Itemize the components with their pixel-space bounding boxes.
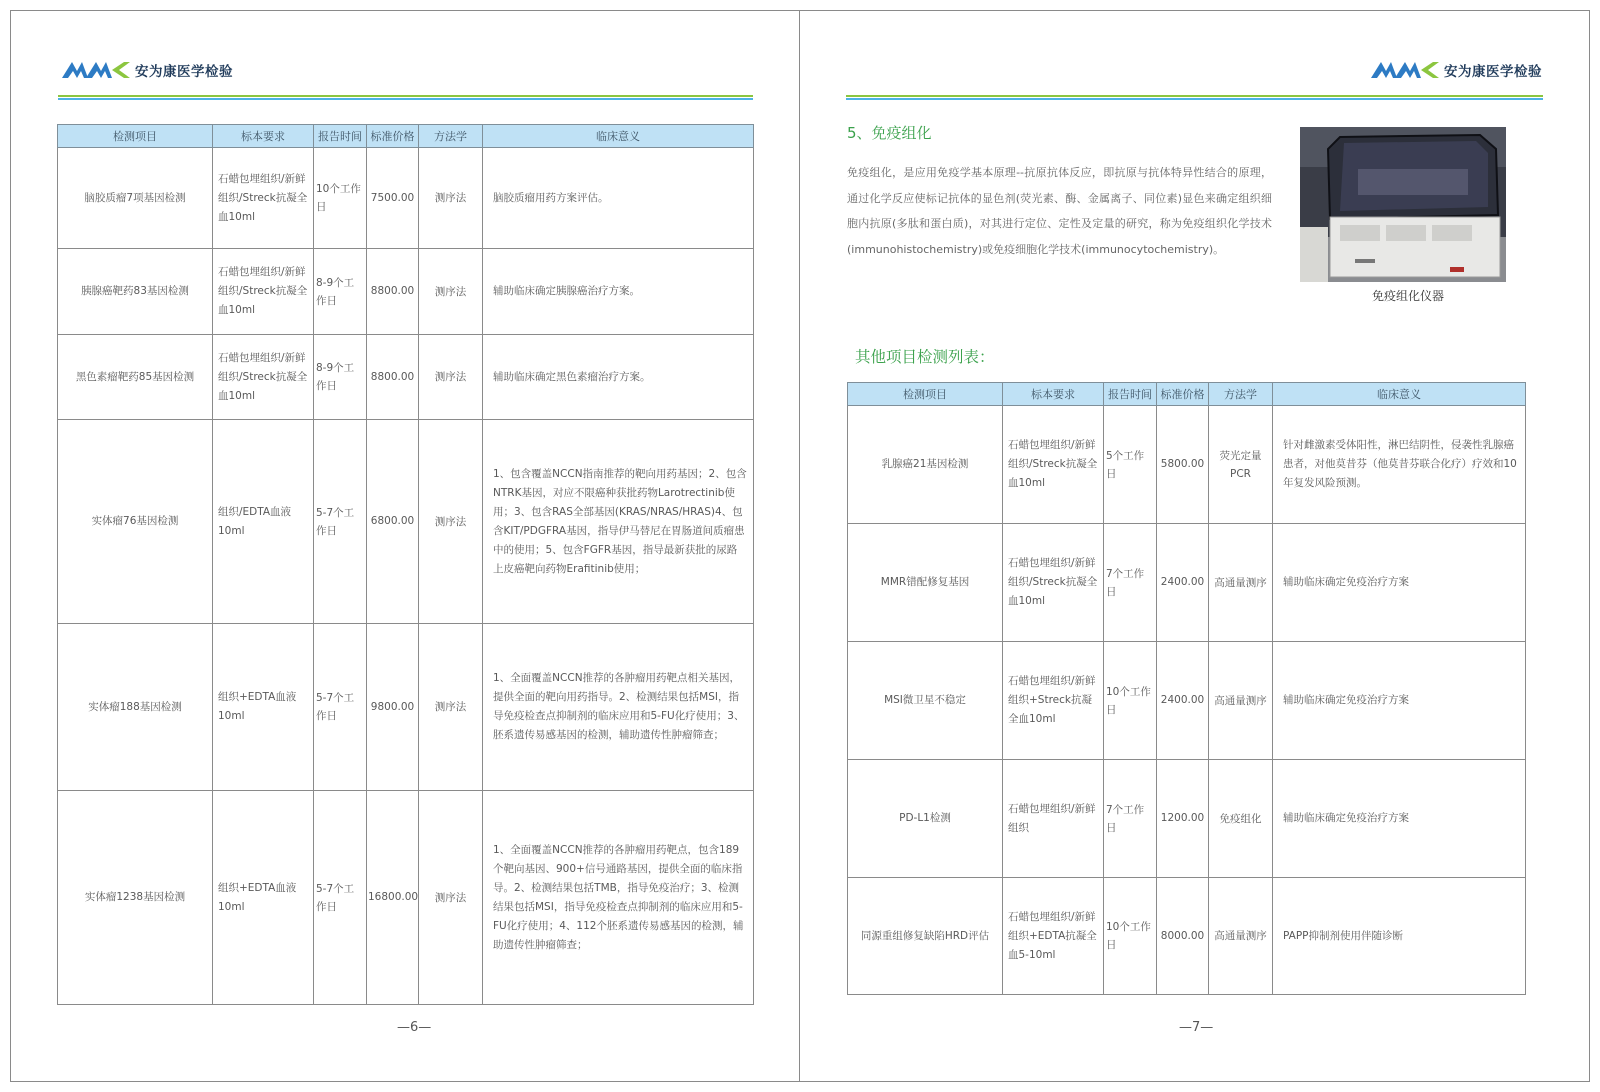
col-header-significance: 临床意义 (483, 125, 754, 148)
table-header-row (848, 383, 1526, 406)
cell-price: 7500.00 (367, 148, 419, 249)
col-header-sample: 标本要求 (213, 125, 314, 148)
cell-price: 9800.00 (367, 624, 419, 791)
cell-price: 2400.00 (1157, 524, 1209, 642)
cell-sample: 石蜡包埋组织/新鲜组织/Streck抗凝全血10ml (213, 148, 314, 249)
table-row (58, 420, 754, 624)
cell-time: 7个工作日 (1104, 760, 1157, 878)
logo-text: 安为康医学检验 (1444, 64, 1542, 80)
cell-price: 6800.00 (367, 420, 419, 624)
table-row (848, 760, 1526, 878)
cell-item: 黑色素瘤靶药85基因检测 (58, 335, 213, 420)
cell-item: 同源重组修复缺陷HRD评估 (848, 878, 1003, 995)
cell-significance: 辅助临床确定免疫治疗方案 (1273, 642, 1526, 760)
cell-price: 16800.00 (367, 791, 419, 1005)
cell-sample: 石蜡包埋组织/新鲜组织/Streck抗凝全血10ml (1003, 524, 1104, 642)
ihc-instrument-photo (1300, 127, 1506, 282)
cell-item: MMR错配修复基因 (848, 524, 1003, 642)
page-number: —7— (1179, 1020, 1214, 1035)
other-tests-title: 其他项目检测列表： (855, 348, 995, 366)
cell-significance: 1、包含覆盖NCCN指南推荐的靶向用药基因；2、包含NTRK基因，对应不限癌种获批药物Larotrectinib使用；3、包含RAS全部基因(KRAS/NRAS/HRAS)4、包含KIT/PDGFRA基因，指导伊马替尼在胃肠道间质瘤患中的使用；5、包含FGFR基因，指导最新获批的尿路上皮癌靶向药物Erafitinib使用； (483, 420, 754, 624)
table-row (58, 148, 754, 249)
cell-sample: 石蜡包埋组织/新鲜组织/Streck抗凝全血10ml (1003, 406, 1104, 524)
col-header-price: 标准价格 (1157, 383, 1209, 406)
cell-sample: 组织+EDTA血液10ml (213, 624, 314, 791)
ihc-description: 免疫组化，是应用免疫学基本原理--抗原抗体反应，即抗原与抗体特异性结合的原理，通过化学反应使标记抗体的显色剂(荧光素、酶、金属离子、同位素)显色来确定组织细胞内抗原(多肽和蛋白质)，对其进行定位、定性及定量的研究，称为免疫组织化学技术(immunohistochemistry)或免疫细胞化学技术(immunocytochemistry)。 (847, 166, 1272, 256)
cell-method: 高通量测序 (1209, 878, 1273, 995)
cell-sample: 石蜡包埋组织/新鲜组织 (1003, 760, 1104, 878)
cell-item: 实体瘤188基因检测 (58, 624, 213, 791)
col-header-price: 标准价格 (367, 125, 419, 148)
col-header-item: 检测项目 (58, 125, 213, 148)
cell-sample: 石蜡包埋组织/新鲜组织+Streck抗凝全血10ml (1003, 642, 1104, 760)
cell-item: 乳腺癌21基因检测 (848, 406, 1003, 524)
page-right (800, 10, 1590, 1082)
cell-sample: 组织+EDTA血液10ml (213, 791, 314, 1005)
table-row (58, 249, 754, 335)
cell-significance: 辅助临床确定黑色素瘤治疗方案。 (483, 335, 754, 420)
cell-method: 测序法 (419, 335, 483, 420)
awk-logo-mark (1369, 60, 1441, 80)
cell-method: 高通量测序 (1209, 524, 1273, 642)
logo-text: 安为康医学检验 (135, 64, 233, 80)
cell-time: 8-9个工作日 (314, 335, 367, 420)
header-rule (58, 95, 753, 100)
lab-instrument-image (1300, 127, 1506, 282)
header-rule (846, 95, 1543, 100)
cell-item: 实体瘤1238基因检测 (58, 791, 213, 1005)
page-number: —6— (397, 1020, 432, 1035)
company-logo (60, 60, 233, 80)
cell-time: 10个工作日 (1104, 642, 1157, 760)
photo-caption: 免疫组化仪器 (1371, 289, 1444, 303)
cell-method: 高通量测序 (1209, 642, 1273, 760)
cell-price: 8000.00 (1157, 878, 1209, 995)
col-header-time: 报告时间 (314, 125, 367, 148)
cell-item: 胰腺癌靶药83基因检测 (58, 249, 213, 335)
cell-time: 5-7个工作日 (314, 791, 367, 1005)
company-logo (1369, 60, 1542, 80)
table-header-row (58, 125, 754, 148)
table-row (848, 642, 1526, 760)
table-row (58, 624, 754, 791)
cell-time: 5个工作日 (1104, 406, 1157, 524)
cell-item: 实体瘤76基因检测 (58, 420, 213, 624)
cell-price: 2400.00 (1157, 642, 1209, 760)
table-row (58, 791, 754, 1005)
col-header-sample: 标本要求 (1003, 383, 1104, 406)
cell-time: 10个工作日 (1104, 878, 1157, 995)
cell-significance: 1、全面覆盖NCCN推荐的各肿瘤用药靶点相关基因，提供全面的靶向用药指导。2、检测结果包括MSI，指导免疫检查点抑制剂的临床应用和5-FU化疗使用；3、胚系遗传易感基因的检测，辅助遗传性肿瘤筛查； (483, 624, 754, 791)
col-header-item: 检测项目 (848, 383, 1003, 406)
col-header-time: 报告时间 (1104, 383, 1157, 406)
cell-time: 5-7个工作日 (314, 624, 367, 791)
cell-method: 荧光定量PCR (1209, 406, 1273, 524)
cell-method: 免疫组化 (1209, 760, 1273, 878)
cell-price: 8800.00 (367, 249, 419, 335)
awk-logo-mark (60, 60, 132, 80)
cell-method: 测序法 (419, 420, 483, 624)
cell-price: 8800.00 (367, 335, 419, 420)
page-left (10, 10, 799, 1082)
cell-time: 5-7个工作日 (314, 420, 367, 624)
cell-method: 测序法 (419, 624, 483, 791)
table-row (848, 406, 1526, 524)
cell-significance: 针对雌激素受体阳性，淋巴结阴性，侵袭性乳腺癌患者，对他莫昔芬（他莫昔芬联合化疗）疗效和10年复发风险预测。 (1273, 406, 1526, 524)
cell-price: 1200.00 (1157, 760, 1209, 878)
cell-significance: 1、全面覆盖NCCN推荐的各肿瘤用药靶点，包含189个靶向基因、900+信号通路基因，提供全面的临床指导。2、检测结果包括TMB，指导免疫治疗；3、检测结果包括MSI，指导免疫检查点抑制剂的临床应用和5-FU化疗使用；4、112个胚系遗传易感基因的检测，辅助遗传性肿瘤筛查； (483, 791, 754, 1005)
cell-significance: 辅助临床确定免疫治疗方案 (1273, 524, 1526, 642)
cell-sample: 石蜡包埋组织/新鲜组织/Streck抗凝全血10ml (213, 335, 314, 420)
table-row (58, 335, 754, 420)
section-title-ihc: 5、免疫组化 (847, 124, 932, 142)
other-test-table (847, 382, 1526, 995)
cell-significance: 辅助临床确定免疫治疗方案 (1273, 760, 1526, 878)
cell-sample: 组织/EDTA血液10ml (213, 420, 314, 624)
col-header-significance: 临床意义 (1273, 383, 1526, 406)
table-row (848, 524, 1526, 642)
cell-method: 测序法 (419, 148, 483, 249)
cell-price: 5800.00 (1157, 406, 1209, 524)
cell-time: 10个工作日 (314, 148, 367, 249)
cell-item: 脑胶质瘤7项基因检测 (58, 148, 213, 249)
cell-item: PD-L1检测 (848, 760, 1003, 878)
gene-test-table (57, 124, 754, 1005)
cell-time: 7个工作日 (1104, 524, 1157, 642)
cell-method: 测序法 (419, 791, 483, 1005)
cell-significance: PAPP抑制剂使用伴随诊断 (1273, 878, 1526, 995)
cell-sample: 石蜡包埋组织/新鲜组织+EDTA抗凝全血5-10ml (1003, 878, 1104, 995)
cell-significance: 脑胶质瘤用药方案评估。 (483, 148, 754, 249)
col-header-method: 方法学 (419, 125, 483, 148)
cell-method: 测序法 (419, 249, 483, 335)
cell-sample: 石蜡包埋组织/新鲜组织/Streck抗凝全血10ml (213, 249, 314, 335)
col-header-method: 方法学 (1209, 383, 1273, 406)
table-row (848, 878, 1526, 995)
cell-time: 8-9个工作日 (314, 249, 367, 335)
cell-significance: 辅助临床确定胰腺癌治疗方案。 (483, 249, 754, 335)
cell-item: MSI微卫星不稳定 (848, 642, 1003, 760)
